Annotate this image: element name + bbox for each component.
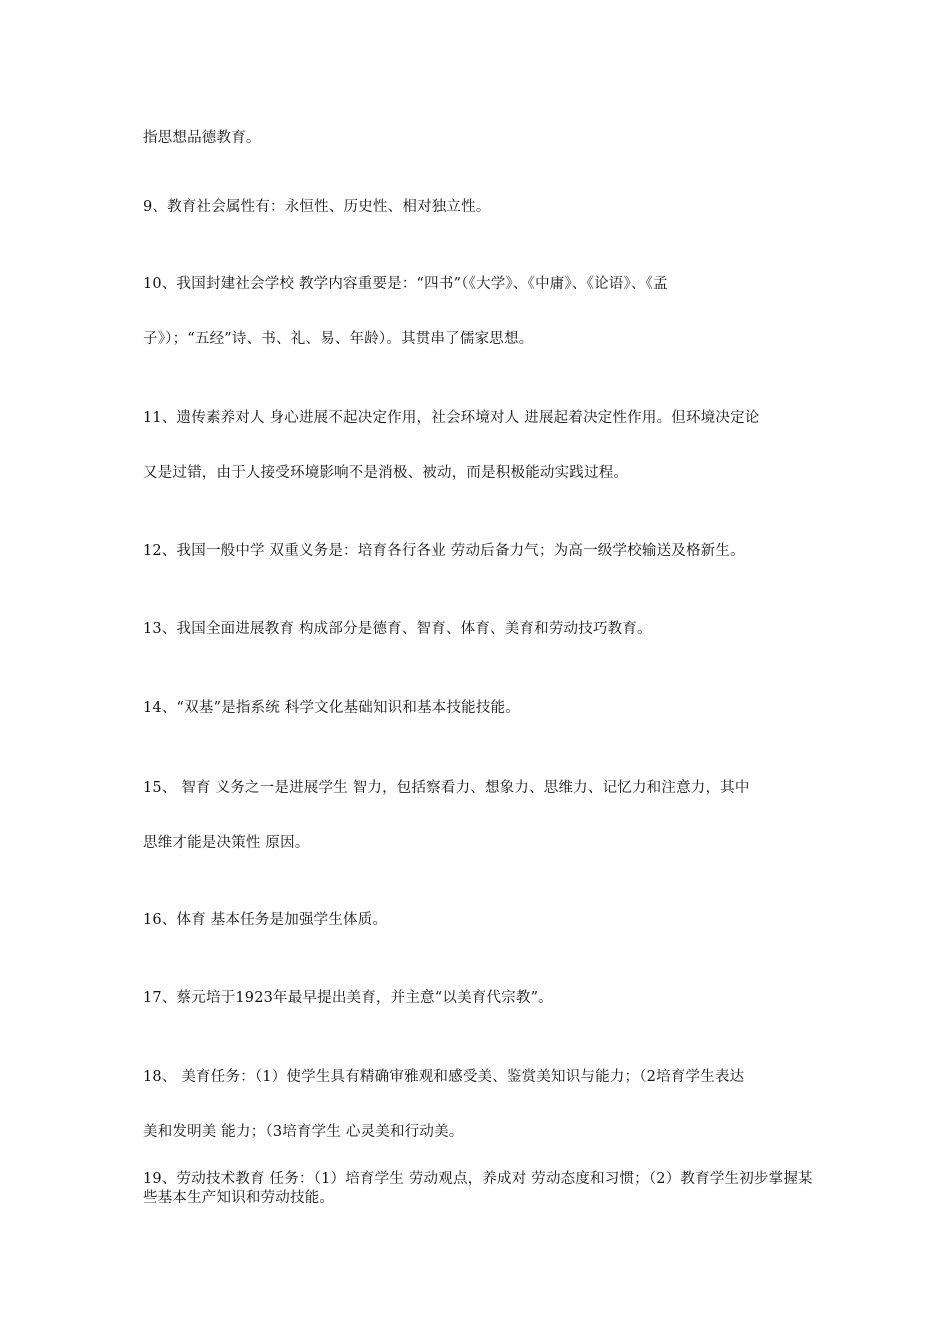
item-18-line-1: 18、 美育任务：（1）使学生具有精确审雅观和感受美、鉴赏美知识与能力；（2培育学生表达 — [143, 1069, 745, 1085]
item-15-line-1: 15、 智育 义务之一是进展学生 智力，包括察看力、想象力、思维力、记忆力和注意力，其中 — [143, 780, 750, 796]
item-16: 16、体育 基本任务是加强学生体质。 — [143, 912, 388, 928]
item-17: 17、蔡元培于1923年最早提出美育，并主意“以美育代宗教”。 — [143, 990, 553, 1006]
item-9: 9、教育社会属性有：永恒性、历史性、相对独立性。 — [143, 199, 491, 215]
item-12: 12、我国一般中学 双重义务是：培育各行各业 劳动后备力气；为高一级学校输送及格新生。 — [143, 543, 745, 559]
item-15-line-2: 思维才能是决策性 原因。 — [143, 835, 310, 851]
item-18-line-2: 美和发明美 能力；（3培育学生 心灵美和行动美。 — [143, 1124, 464, 1140]
item-19: 19、劳动技术教育 任务：（1）培育学生 劳动观点，养成对 劳动态度和习惯；（2）教育学生初步掌握某些基本生产知识和劳动技能。 — [143, 1171, 813, 1206]
text-line-1: 指思想品德教育。 — [143, 130, 261, 146]
item-10-line-1: 10、我国封建社会学校 教学内容重要是：“四书”（《大学》、《中庸》、《论语》、《孟 — [143, 276, 668, 292]
item-11-line-2: 又是过错，由于人接受环境影响不是消极、被动，而是积极能动实践过程。 — [143, 465, 629, 481]
item-14: 14、“双基”是指系统 科学文化基础知识和基本技能技能。 — [143, 700, 520, 716]
item-13: 13、我国全面进展教育 构成部分是德育、智育、体育、美育和劳动技巧教育。 — [143, 621, 652, 637]
item-11-line-1: 11、遗传素养对人 身心进展不起决定作用，社会环境对人 进展起着决定性作用。但环境决定论 — [143, 410, 760, 426]
item-10-line-2: 子》）；“五经”诗、书、礼、易、年龄）。其贯串了儒家思想。 — [143, 331, 534, 347]
